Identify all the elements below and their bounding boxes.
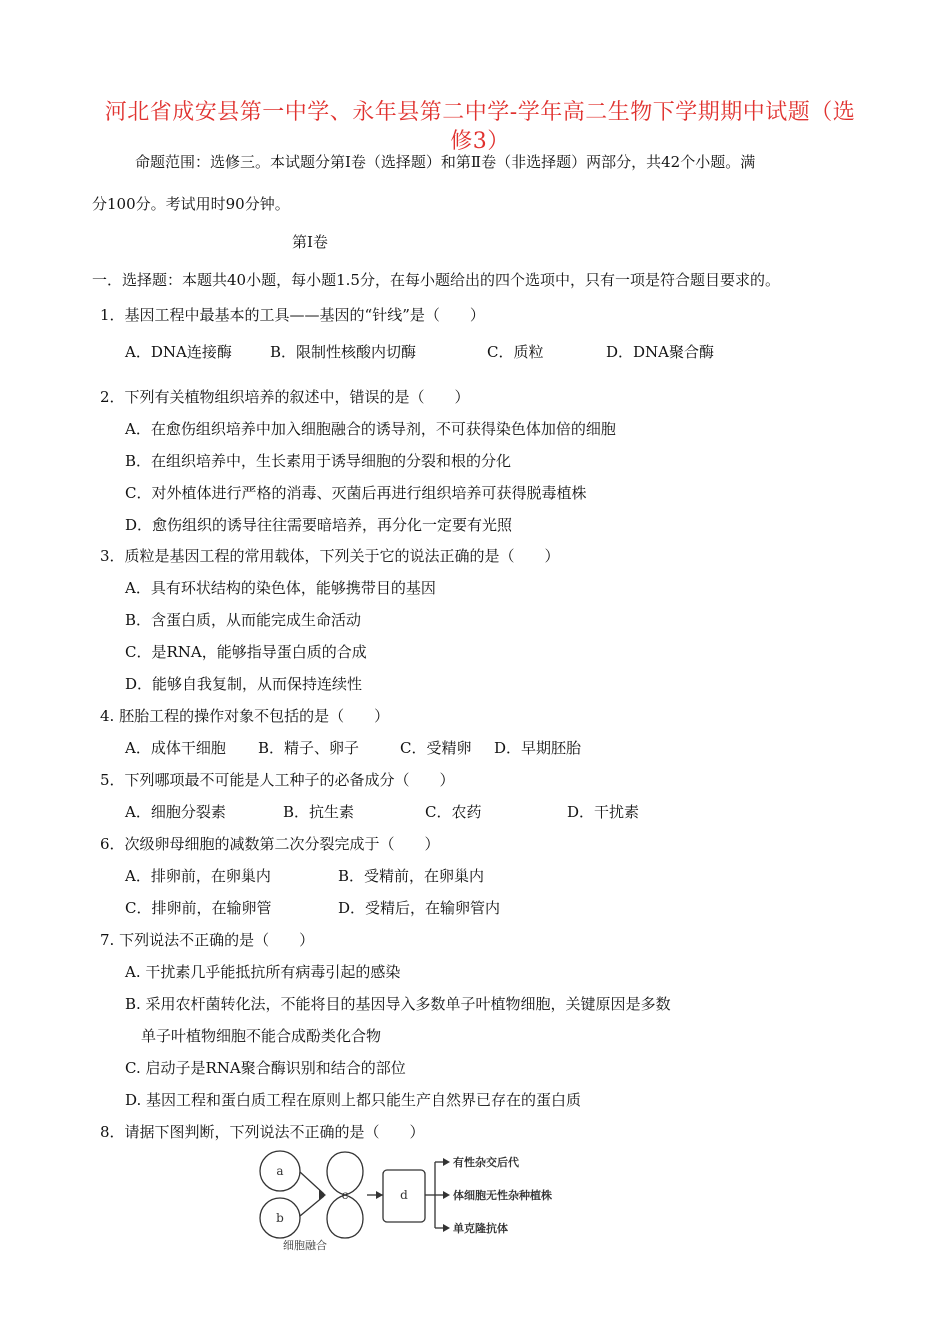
cell-c-label: c xyxy=(341,1188,349,1202)
arrow-head-icon xyxy=(319,1190,326,1200)
q7-option-d: D. 基因工程和蛋白质工程在原则上都只能生产自然界已存在的蛋白质 xyxy=(125,1091,582,1109)
part-title: 第Ⅰ卷 xyxy=(292,233,328,251)
q1-option-a: A．DNA连接酶 xyxy=(125,343,232,361)
question-3-stem: 3．质粒是基因工程的常用载体，下列关于它的说法正确的是（ ） xyxy=(100,547,560,565)
q6-option-b: B．受精前，在卵巢内 xyxy=(338,867,485,885)
q3-option-a: A．具有环状结构的染色体，能够携带目的基因 xyxy=(125,579,436,597)
q7-option-b: B. 采用农杆菌转化法，不能将目的基因导入多数单子叶植物细胞，关键原因是多数 xyxy=(125,995,671,1013)
question-1-stem: 1．基因工程中最基本的工具——基因的“针线”是（ ） xyxy=(100,306,485,324)
q6-option-a: A．排卵前，在卵巢内 xyxy=(125,867,271,885)
q5-option-b: B．抗生素 xyxy=(283,803,355,821)
cell-b-label: b xyxy=(276,1211,284,1225)
q5-option-d: D．干扰素 xyxy=(567,803,640,821)
question-7-stem: 7. 下列说法不正确的是（ ） xyxy=(100,931,315,949)
intro-line-2: 分100分。考试用时90分钟。 xyxy=(92,195,290,213)
q1-option-d: D．DNA聚合酶 xyxy=(606,343,715,361)
q6-option-d: D．受精后，在输卵管内 xyxy=(338,899,501,917)
question-6-stem: 6．次级卵母细胞的减数第二次分裂完成于（ ） xyxy=(100,835,440,853)
q4-option-b: B．精子、卵子 xyxy=(258,739,360,757)
q7-option-b-cont: 单子叶植物细胞不能合成酚类化合物 xyxy=(141,1027,382,1045)
section-heading: 一．选择题：本题共40小题，每小题1.5分，在每小题给出的四个选项中，只有一项是符合题目要求的。 xyxy=(92,271,780,289)
arrow-head-icon xyxy=(443,1224,450,1232)
question-5-stem: 5．下列哪项最不可能是人工种子的必备成分（ ） xyxy=(100,771,455,789)
q2-option-b: B．在组织培养中，生长素用于诱导细胞的分裂和根的分化 xyxy=(125,452,512,470)
q1-option-b: B．限制性核酸内切酶 xyxy=(270,343,417,361)
output-sexual-hybrid: 有性杂交后代 xyxy=(453,1156,519,1169)
q4-option-d: D．早期胚胎 xyxy=(494,739,582,757)
diagram-caption: 细胞融合 xyxy=(283,1239,327,1252)
output-monoclonal-antibody: 单克隆抗体 xyxy=(453,1222,508,1235)
q3-option-d: D．能够自我复制，从而保持连续性 xyxy=(125,675,363,693)
q6-option-c: C．排卵前，在输卵管 xyxy=(125,899,272,917)
intro-line-1: 命题范围：选修三。本试题分第Ⅰ卷（选择题）和第Ⅱ卷（非选择题）两部分，共42个小题。满 xyxy=(135,153,756,171)
question-8-stem: 8．请据下图判断，下列说法不正确的是（ ） xyxy=(100,1123,425,1141)
q4-option-c: C．受精卵 xyxy=(400,739,472,757)
q4-option-a: A．成体干细胞 xyxy=(125,739,226,757)
cell-d-label: d xyxy=(400,1188,408,1202)
arrow-head-icon xyxy=(376,1191,383,1199)
question-2-stem: 2．下列有关植物组织培养的叙述中，错误的是（ ） xyxy=(100,388,470,406)
arrow-head-icon xyxy=(443,1158,450,1166)
q3-option-c: C．是RNA，能够指导蛋白质的合成 xyxy=(125,643,367,661)
arrow-head-icon xyxy=(443,1191,450,1199)
q2-option-d: D．愈伤组织的诱导往往需要暗培养，再分化一定要有光照 xyxy=(125,516,513,534)
q3-option-b: B．含蛋白质，从而能完成生命活动 xyxy=(125,611,362,629)
q5-option-a: A．细胞分裂素 xyxy=(125,803,226,821)
q2-option-a: A．在愈伤组织培养中加入细胞融合的诱导剂，不可获得染色体加倍的细胞 xyxy=(125,420,616,438)
q2-option-c: C．对外植体进行严格的消毒、灭菌后再进行组织培养可获得脱毒植株 xyxy=(125,484,587,502)
cell-a-label: a xyxy=(276,1164,284,1178)
q7-option-a: A. 干扰素几乎能抵抗所有病毒引起的感染 xyxy=(125,963,401,981)
q7-option-c: C. 启动子是RNA聚合酶识别和结合的部位 xyxy=(125,1059,406,1077)
question-4-stem: 4. 胚胎工程的操作对象不包括的是（ ） xyxy=(100,707,390,725)
q1-option-c: C．质粒 xyxy=(487,343,544,361)
q5-option-c: C．农药 xyxy=(425,803,482,821)
output-somatic-hybrid: 体细胞无性杂种植株 xyxy=(453,1189,552,1202)
cell-fusion-diagram xyxy=(250,1148,570,1253)
page-title: 河北省成安县第一中学、永年县第二中学-学年高二生物下学期期中试题（选修3） xyxy=(104,100,856,154)
